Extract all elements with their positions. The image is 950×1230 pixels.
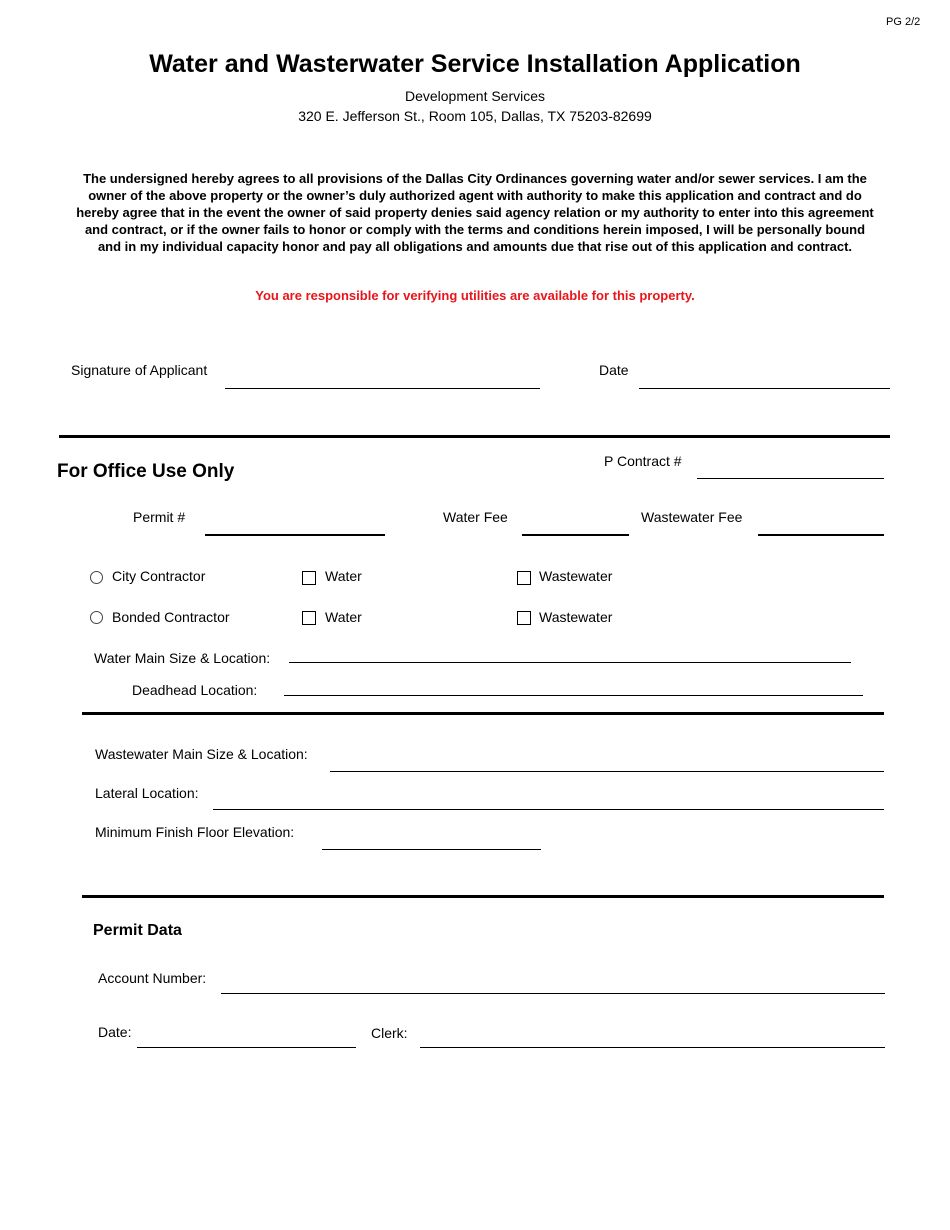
signature-date-field[interactable]	[639, 388, 890, 389]
wastewater-fee-field[interactable]	[758, 534, 884, 536]
form-title: Water and Wasterwater Service Installation Application	[149, 50, 801, 78]
lateral-label: Lateral Location:	[95, 785, 199, 801]
water-main-field[interactable]	[289, 662, 851, 663]
bonded-water-checkbox[interactable]	[302, 611, 316, 625]
city-wastewater-label: Wastewater	[539, 568, 613, 584]
bonded-wastewater-label: Wastewater	[539, 609, 613, 625]
office-use-heading: For Office Use Only	[57, 461, 235, 482]
page-indicator: PG 2/2	[886, 16, 921, 28]
permit-data-heading: Permit Data	[93, 922, 182, 939]
permit-number-field[interactable]	[205, 534, 385, 536]
permit-number-label: Permit #	[133, 509, 186, 525]
water-fee-label: Water Fee	[443, 509, 508, 525]
clerk-label: Clerk:	[371, 1025, 408, 1041]
city-contractor-radio[interactable]	[90, 571, 103, 584]
permit-date-label: Date:	[98, 1024, 132, 1040]
bonded-contractor-label: Bonded Contractor	[112, 609, 230, 625]
min-floor-field[interactable]	[322, 849, 541, 850]
p-contract-label: P Contract #	[604, 453, 682, 469]
lateral-field[interactable]	[213, 809, 884, 810]
city-water-checkbox[interactable]	[302, 571, 316, 585]
signature-label: Signature of Applicant	[71, 362, 208, 378]
department-address: 320 E. Jefferson St., Room 105, Dallas, TX 75203-82699	[298, 108, 652, 124]
water-fee-field[interactable]	[522, 534, 629, 536]
wastewater-main-label: Wastewater Main Size & Location:	[95, 746, 308, 762]
account-number-field[interactable]	[221, 993, 885, 994]
city-water-label: Water	[325, 568, 362, 584]
p-contract-field[interactable]	[697, 478, 884, 479]
section-divider	[82, 895, 884, 898]
water-main-label: Water Main Size & Location:	[94, 650, 271, 666]
clerk-field[interactable]	[420, 1047, 885, 1048]
bonded-wastewater-checkbox[interactable]	[517, 611, 531, 625]
agreement-text: The undersigned hereby agrees to all provisions of the Dallas City Ordinances governing water and/or sewer services. I am the owner of the above property or the owner’s duly authorized agent with authority to make this application and contract and do hereby agree that in the event the owner of said property denies said agency relation or my authority to enter into this agreement and contract, or if the owner fails to honor or comply with the terms and conditions herein imposed, I will be personally bound and in my individual capacity honor and pay all obligations and amounts due that rise out of this application and contract.	[76, 171, 874, 254]
department-name: Development Services	[404, 88, 546, 104]
deadhead-label: Deadhead Location:	[132, 682, 258, 698]
bonded-contractor-radio[interactable]	[90, 611, 103, 624]
section-divider	[82, 712, 884, 715]
signature-field[interactable]	[225, 388, 540, 389]
account-number-label: Account Number:	[98, 970, 207, 986]
signature-date-label: Date	[599, 362, 629, 378]
min-floor-label: Minimum Finish Floor Elevation:	[95, 824, 295, 840]
wastewater-main-field[interactable]	[330, 771, 884, 772]
bonded-water-label: Water	[325, 609, 362, 625]
city-wastewater-checkbox[interactable]	[517, 571, 531, 585]
city-contractor-label: City Contractor	[112, 568, 206, 584]
utility-notice: You are responsible for verifying utilities are available for this property.	[255, 288, 695, 303]
wastewater-fee-label: Wastewater Fee	[641, 509, 743, 525]
deadhead-field[interactable]	[284, 695, 863, 696]
permit-date-field[interactable]	[137, 1047, 356, 1048]
section-divider	[59, 435, 890, 438]
